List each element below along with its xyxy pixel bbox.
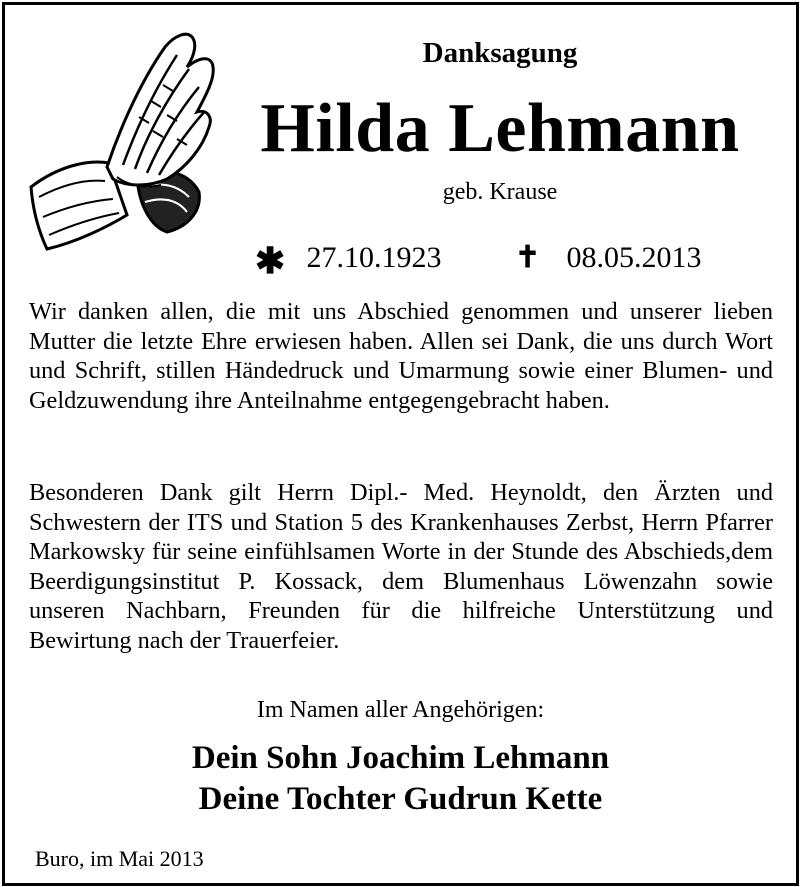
notice-heading: Danksagung bbox=[422, 37, 578, 69]
signatory-daughter: Deine Tochter Gudrun Kette bbox=[198, 781, 603, 817]
praying-hands-icon bbox=[27, 27, 222, 252]
cross-icon: ✝ bbox=[515, 241, 541, 274]
special-thanks-paragraph: Besonderen Dank gilt Herrn Dipl.- Med. Heynoldt, den Ärzten und Schwestern der ITS und Station 5 des Krankenhauses Zerbst, Herrn Pfarrer Markowsky für seine einfühlsamen Worte in der Stunde des Abschieds,dem Beerdigungsinstitut P. Kossack, dem Blumenhaus Löwenzahn sowie unseren Nachbarn, Freunden für die hilfreiche Unterstützung und Bewirtung nach der Trauerfeier. bbox=[29, 479, 773, 654]
deceased-name: Hilda Lehmann bbox=[260, 90, 740, 167]
thanks-paragraph: Wir danken allen, die mit uns Abschied genommen und unserer lieben Mutter die letzte Ehre erwiesen haben. Allen sei Dank, die uns durch Wort und Schrift, stillen Händedruck und Umarmung sowie einer Blumen- und Geldzuwendung ihre Anteilnahme entgegengebracht haben. bbox=[29, 298, 773, 414]
closing-line: Im Namen aller Angehörigen: bbox=[256, 697, 545, 723]
signatory-son: Dein Sohn Joachim Lehmann bbox=[191, 740, 610, 776]
birth-date-line bbox=[255, 239, 442, 280]
asterisk-icon: ✱ bbox=[255, 241, 286, 281]
birth-date: 27.10.1923 bbox=[306, 241, 442, 274]
death-date-line bbox=[515, 239, 702, 277]
place-date: Buro, im Mai 2013 bbox=[35, 846, 204, 871]
birth-name: geb. Krause bbox=[442, 179, 558, 205]
obituary-notice bbox=[2, 2, 799, 886]
death-date: 08.05.2013 bbox=[566, 241, 702, 274]
